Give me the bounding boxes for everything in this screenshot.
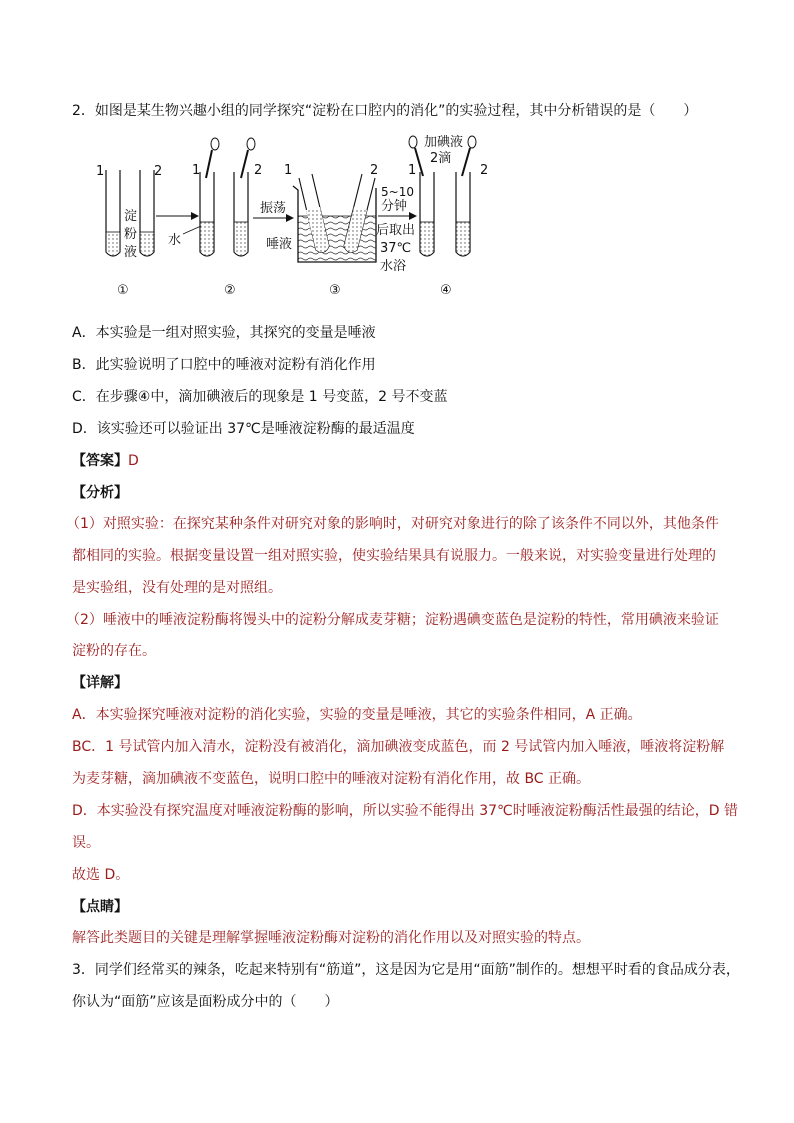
dropper-icon [462,136,476,176]
question-3-stem: 你认为“面筋”应该是面粉成分中的（ ） [72,994,339,1010]
detail-text: BC．1 号试管内加入清水，淀粉没有被消化，滴加碘液变成蓝色，而 2 号试管内加入唾液，唾液将淀粉解 [72,739,725,755]
time-label: 5~10 [381,185,414,199]
analysis-text: 都相同的实验。根据变量设置一组对照实验，使实验结果具有说服力。一般来说，对实验变量进行处理的 [72,548,716,564]
option-c: C．在步骤④中，滴加碘液后的现象是 1 号变蓝，2 号不变蓝 [72,389,448,405]
tube-number: 1 [284,163,293,178]
option-a: A．本实验是一组对照实验，其探究的变量是唾液 [72,325,376,341]
tube-number: 1 [192,163,201,178]
time-label: 分钟 [381,199,408,214]
question-3-stem: 3．同学们经常买的辣条，吃起来特别有“筋道”，这是因为它是用“面筋”制作的。想想平时看的食品成分表， [72,962,740,978]
step-3-label: ③ [329,283,341,298]
question-2-stem: 2．如图是某生物兴趣小组的同学探究“淀粉在口腔内的消化”的实验过程，其中分析错误的是（ ） [72,103,698,119]
tube-number: 2 [154,164,163,179]
dropper-icon [206,138,219,178]
test-tube-2 [234,172,248,256]
tube-number: 1 [96,164,105,179]
time-label: 后取出 [376,223,416,238]
detail-text: 为麦芽糖，滴加碘液不变蓝色，说明口腔中的唾液对淀粉有消化作用，故 BC 正确。 [72,771,591,787]
test-tube-2 [456,172,470,256]
saliva-label: 唾液 [266,237,293,252]
choose-text: 故选 D。 [72,867,130,883]
detail-text: A．本实验探究唾液对淀粉的消化实验，实验的变量是唾液，其它的实验条件相同，A 正确。 [72,707,642,723]
starch-label: 淀粉液 [124,209,138,260]
analysis-tag: 【分析】 [72,485,128,501]
test-tube-1 [420,172,434,256]
comment-text: 解答此类题目的关键是理解掌握唾液淀粉酶对淀粉的消化作用以及对照实验的特点。 [72,930,590,946]
tube-number: 2 [254,163,263,178]
analysis-text: 淀粉的存在。 [72,643,156,659]
temp-label: 37℃ [380,241,412,256]
analysis-text: 是实验组，没有处理的是对照组。 [72,580,282,596]
test-tube-1 [106,170,120,256]
detail-text: D．本实验没有探究温度对唾液淀粉酶的影响，所以实验不能得出 37℃时唾液淀粉酶活性最强的结论，D 错 [72,803,738,819]
iodine-label: 加碘液 [424,135,464,150]
analysis-text: （1）对照实验：在探究某种条件对研究对象的影响时，对研究对象进行的除了该条件不同以外，其他条件 [66,516,719,532]
answer-tag: 【答案】 [72,453,128,469]
iodine-label: 2滴 [430,151,452,166]
test-tube-1 [200,172,214,256]
answer-value: D [128,453,139,469]
water-label: 水 [168,233,182,248]
answer-line [72,451,139,471]
step-2-label: ② [224,283,236,298]
option-b: B．此实验说明了口腔中的唾液对淀粉有消化作用 [72,357,376,373]
detail-tag: 【详解】 [72,675,128,691]
step-4-label: ④ [440,283,452,298]
detail-text: 误。 [72,835,100,851]
analysis-text: （2）唾液中的唾液淀粉酶将馒头中的淀粉分解成麦芽糖；淀粉遇碘变蓝色是淀粉的特性，常用碘液来验证 [66,612,719,628]
tube-number: 1 [408,163,417,178]
test-tube-2 [140,170,154,256]
option-d: D．该实验还可以验证出 37℃是唾液淀粉酶的最适温度 [72,421,415,437]
bath-label: 水浴 [380,259,407,274]
experiment-diagram [88,130,518,300]
step-1-label: ① [117,283,129,298]
tube-number: 2 [370,163,379,178]
shake-label: 振荡 [260,201,287,216]
comment-tag: 【点睛】 [72,899,128,915]
pointer-line [183,226,201,234]
tube-number: 2 [480,163,489,178]
